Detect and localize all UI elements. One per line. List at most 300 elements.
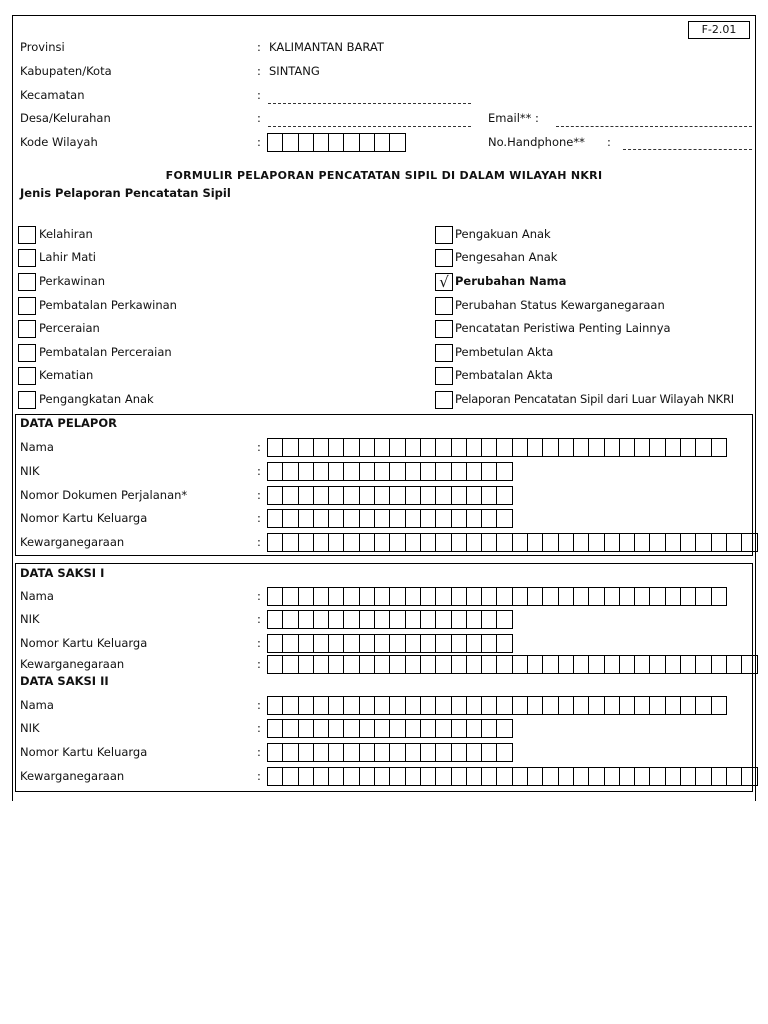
char-box[interactable] (375, 768, 390, 785)
char-box[interactable] (528, 439, 543, 456)
handphone-field[interactable] (623, 149, 752, 150)
char-box[interactable] (482, 487, 497, 504)
char-box[interactable] (406, 744, 421, 761)
char-box[interactable] (589, 534, 604, 551)
char-box[interactable] (406, 697, 421, 714)
char-box[interactable] (406, 510, 421, 527)
char-box[interactable] (344, 534, 359, 551)
char-box[interactable] (497, 611, 512, 628)
char-box[interactable] (421, 439, 436, 456)
char-box[interactable] (467, 463, 482, 480)
char-box[interactable] (421, 534, 436, 551)
char-box[interactable] (268, 487, 283, 504)
char-box[interactable] (727, 656, 742, 673)
char-box[interactable] (650, 656, 665, 673)
char-box[interactable] (299, 487, 314, 504)
char-box[interactable] (712, 534, 727, 551)
char-box[interactable] (712, 439, 727, 456)
char-box[interactable] (421, 744, 436, 761)
char-box[interactable] (497, 744, 512, 761)
char-box[interactable] (314, 611, 329, 628)
checkbox[interactable] (18, 273, 36, 291)
char-box[interactable] (436, 720, 451, 737)
desa-field[interactable] (268, 126, 471, 127)
kode-wilayah-boxes[interactable] (267, 133, 406, 152)
char-box[interactable] (406, 611, 421, 628)
checkbox[interactable] (18, 344, 36, 362)
char-box[interactable] (605, 439, 620, 456)
char-box[interactable] (742, 656, 757, 673)
char-box[interactable] (497, 510, 512, 527)
char-box[interactable] (452, 611, 467, 628)
char-box[interactable] (344, 588, 359, 605)
char-box[interactable] (314, 768, 329, 785)
char-box[interactable] (299, 534, 314, 551)
char-box[interactable] (681, 656, 696, 673)
char-box[interactable] (375, 439, 390, 456)
char-box[interactable] (344, 463, 359, 480)
char-box[interactable] (635, 534, 650, 551)
char-box[interactable] (620, 534, 635, 551)
char-box[interactable] (329, 510, 344, 527)
char-box[interactable] (375, 134, 390, 151)
char-box[interactable] (329, 744, 344, 761)
char-box[interactable] (452, 487, 467, 504)
char-box[interactable] (268, 463, 283, 480)
char-box[interactable] (283, 487, 298, 504)
char-box[interactable] (375, 463, 390, 480)
char-box[interactable] (314, 487, 329, 504)
char-box[interactable] (727, 768, 742, 785)
char-box[interactable] (299, 439, 314, 456)
char-box[interactable] (666, 439, 681, 456)
char-box[interactable] (543, 768, 558, 785)
char-box[interactable] (268, 697, 283, 714)
char-box[interactable] (344, 487, 359, 504)
char-box[interactable] (299, 463, 314, 480)
char-box[interactable] (268, 744, 283, 761)
char-box[interactable] (390, 510, 405, 527)
char-box[interactable] (650, 697, 665, 714)
char-box[interactable] (513, 439, 528, 456)
char-box[interactable] (467, 487, 482, 504)
char-box[interactable] (314, 720, 329, 737)
char-box[interactable] (452, 439, 467, 456)
char-box[interactable] (436, 534, 451, 551)
char-box[interactable] (452, 768, 467, 785)
char-box[interactable] (283, 134, 298, 151)
char-box[interactable] (390, 635, 405, 652)
char-box[interactable] (712, 588, 727, 605)
char-box[interactable] (712, 768, 727, 785)
char-box[interactable] (406, 534, 421, 551)
char-box[interactable] (452, 534, 467, 551)
char-box[interactable] (528, 588, 543, 605)
char-box[interactable] (390, 656, 405, 673)
char-box[interactable] (543, 534, 558, 551)
char-box[interactable] (268, 768, 283, 785)
char-box[interactable] (482, 656, 497, 673)
char-box[interactable] (436, 611, 451, 628)
char-box[interactable] (314, 463, 329, 480)
checkbox[interactable] (435, 226, 453, 244)
char-box[interactable] (635, 656, 650, 673)
char-box[interactable] (421, 697, 436, 714)
pelapor-kk-boxes[interactable] (267, 509, 513, 528)
char-box[interactable] (635, 768, 650, 785)
char-box[interactable] (406, 588, 421, 605)
char-box[interactable] (283, 463, 298, 480)
char-box[interactable] (482, 697, 497, 714)
char-box[interactable] (467, 768, 482, 785)
char-box[interactable] (497, 720, 512, 737)
char-box[interactable] (574, 534, 589, 551)
char-box[interactable] (344, 656, 359, 673)
char-box[interactable] (589, 439, 604, 456)
checkbox[interactable] (435, 391, 453, 409)
char-box[interactable] (467, 744, 482, 761)
checkbox[interactable] (18, 367, 36, 385)
char-box[interactable] (344, 768, 359, 785)
char-box[interactable] (268, 611, 283, 628)
char-box[interactable] (467, 656, 482, 673)
char-box[interactable] (513, 768, 528, 785)
char-box[interactable] (421, 611, 436, 628)
char-box[interactable] (406, 656, 421, 673)
char-box[interactable] (467, 611, 482, 628)
char-box[interactable] (574, 439, 589, 456)
char-box[interactable] (360, 534, 375, 551)
char-box[interactable] (329, 611, 344, 628)
char-box[interactable] (329, 768, 344, 785)
char-box[interactable] (436, 487, 451, 504)
char-box[interactable] (360, 510, 375, 527)
char-box[interactable] (329, 487, 344, 504)
char-box[interactable] (497, 656, 512, 673)
char-box[interactable] (314, 656, 329, 673)
char-box[interactable] (574, 656, 589, 673)
char-box[interactable] (605, 534, 620, 551)
char-box[interactable] (360, 768, 375, 785)
char-box[interactable] (559, 768, 574, 785)
char-box[interactable] (482, 720, 497, 737)
pelapor-nama-boxes[interactable] (267, 438, 727, 457)
char-box[interactable] (650, 588, 665, 605)
char-box[interactable] (635, 588, 650, 605)
char-box[interactable] (712, 697, 727, 714)
char-box[interactable] (620, 439, 635, 456)
char-box[interactable] (452, 697, 467, 714)
char-box[interactable] (360, 487, 375, 504)
saksi2-nama-boxes[interactable] (267, 696, 727, 715)
char-box[interactable] (696, 588, 711, 605)
char-box[interactable] (283, 656, 298, 673)
char-box[interactable] (482, 463, 497, 480)
char-box[interactable] (681, 588, 696, 605)
char-box[interactable] (712, 656, 727, 673)
char-box[interactable] (406, 439, 421, 456)
char-box[interactable] (482, 439, 497, 456)
char-box[interactable] (742, 768, 757, 785)
char-box[interactable] (344, 439, 359, 456)
char-box[interactable] (696, 656, 711, 673)
char-box[interactable] (436, 588, 451, 605)
char-box[interactable] (482, 534, 497, 551)
char-box[interactable] (283, 510, 298, 527)
char-box[interactable] (421, 510, 436, 527)
char-box[interactable] (283, 534, 298, 551)
char-box[interactable] (467, 534, 482, 551)
char-box[interactable] (528, 534, 543, 551)
char-box[interactable] (605, 588, 620, 605)
char-box[interactable] (344, 134, 359, 151)
char-box[interactable] (299, 744, 314, 761)
pelapor-kewarganegaraan-boxes[interactable] (267, 533, 758, 552)
saksi2-nik-boxes[interactable] (267, 719, 513, 738)
char-box[interactable] (696, 697, 711, 714)
char-box[interactable] (559, 588, 574, 605)
char-box[interactable] (497, 588, 512, 605)
char-box[interactable] (620, 656, 635, 673)
saksi1-kewarganegaraan-boxes[interactable] (267, 655, 758, 674)
char-box[interactable] (650, 534, 665, 551)
char-box[interactable] (360, 744, 375, 761)
char-box[interactable] (559, 534, 574, 551)
checkbox[interactable] (18, 297, 36, 315)
char-box[interactable] (482, 510, 497, 527)
char-box[interactable] (314, 439, 329, 456)
char-box[interactable] (513, 588, 528, 605)
char-box[interactable] (589, 656, 604, 673)
char-box[interactable] (421, 635, 436, 652)
char-box[interactable] (421, 588, 436, 605)
char-box[interactable] (360, 611, 375, 628)
char-box[interactable] (375, 697, 390, 714)
char-box[interactable] (390, 768, 405, 785)
char-box[interactable] (543, 697, 558, 714)
char-box[interactable] (299, 656, 314, 673)
char-box[interactable] (467, 720, 482, 737)
char-box[interactable] (390, 487, 405, 504)
char-box[interactable] (314, 134, 329, 151)
char-box[interactable] (390, 697, 405, 714)
char-box[interactable] (513, 656, 528, 673)
pelapor-nik-boxes[interactable] (267, 462, 513, 481)
char-box[interactable] (329, 588, 344, 605)
char-box[interactable] (436, 744, 451, 761)
char-box[interactable] (482, 768, 497, 785)
provinsi-value[interactable]: KALIMANTAN BARAT (269, 40, 384, 54)
char-box[interactable] (452, 744, 467, 761)
char-box[interactable] (329, 697, 344, 714)
char-box[interactable] (299, 588, 314, 605)
char-box[interactable] (329, 656, 344, 673)
char-box[interactable] (421, 768, 436, 785)
char-box[interactable] (421, 656, 436, 673)
char-box[interactable] (268, 635, 283, 652)
char-box[interactable] (268, 510, 283, 527)
char-box[interactable] (268, 656, 283, 673)
char-box[interactable] (283, 768, 298, 785)
char-box[interactable] (620, 588, 635, 605)
char-box[interactable] (452, 720, 467, 737)
char-box[interactable] (344, 635, 359, 652)
char-box[interactable] (268, 720, 283, 737)
checkbox-checked[interactable] (435, 273, 453, 291)
char-box[interactable] (375, 635, 390, 652)
char-box[interactable] (360, 635, 375, 652)
char-box[interactable] (650, 439, 665, 456)
char-box[interactable] (467, 635, 482, 652)
char-box[interactable] (390, 463, 405, 480)
checkbox[interactable] (435, 249, 453, 267)
char-box[interactable] (589, 588, 604, 605)
char-box[interactable] (344, 510, 359, 527)
checkbox[interactable] (18, 391, 36, 409)
char-box[interactable] (406, 720, 421, 737)
kabupaten-value[interactable]: SINTANG (269, 64, 320, 78)
char-box[interactable] (299, 134, 314, 151)
char-box[interactable] (283, 635, 298, 652)
char-box[interactable] (329, 534, 344, 551)
char-box[interactable] (574, 697, 589, 714)
char-box[interactable] (390, 588, 405, 605)
char-box[interactable] (681, 768, 696, 785)
char-box[interactable] (574, 768, 589, 785)
char-box[interactable] (360, 697, 375, 714)
saksi1-kk-boxes[interactable] (267, 634, 513, 653)
char-box[interactable] (681, 697, 696, 714)
char-box[interactable] (390, 439, 405, 456)
char-box[interactable] (268, 534, 283, 551)
char-box[interactable] (452, 588, 467, 605)
char-box[interactable] (543, 656, 558, 673)
char-box[interactable] (436, 635, 451, 652)
char-box[interactable] (283, 720, 298, 737)
char-box[interactable] (421, 720, 436, 737)
char-box[interactable] (620, 768, 635, 785)
char-box[interactable] (283, 697, 298, 714)
char-box[interactable] (299, 510, 314, 527)
char-box[interactable] (482, 635, 497, 652)
char-box[interactable] (406, 768, 421, 785)
char-box[interactable] (375, 534, 390, 551)
char-box[interactable] (574, 588, 589, 605)
char-box[interactable] (482, 611, 497, 628)
char-box[interactable] (406, 635, 421, 652)
char-box[interactable] (696, 439, 711, 456)
char-box[interactable] (390, 720, 405, 737)
char-box[interactable] (452, 463, 467, 480)
char-box[interactable] (452, 635, 467, 652)
char-box[interactable] (589, 768, 604, 785)
char-box[interactable] (268, 588, 283, 605)
char-box[interactable] (467, 588, 482, 605)
char-box[interactable] (360, 439, 375, 456)
char-box[interactable] (390, 611, 405, 628)
char-box[interactable] (635, 439, 650, 456)
char-box[interactable] (513, 697, 528, 714)
char-box[interactable] (360, 463, 375, 480)
char-box[interactable] (467, 439, 482, 456)
char-box[interactable] (406, 463, 421, 480)
char-box[interactable] (375, 588, 390, 605)
char-box[interactable] (299, 697, 314, 714)
char-box[interactable] (666, 768, 681, 785)
char-box[interactable] (696, 768, 711, 785)
char-box[interactable] (375, 744, 390, 761)
char-box[interactable] (436, 463, 451, 480)
char-box[interactable] (543, 588, 558, 605)
char-box[interactable] (390, 134, 405, 151)
char-box[interactable] (314, 697, 329, 714)
char-box[interactable] (436, 439, 451, 456)
saksi1-nik-boxes[interactable] (267, 610, 513, 629)
char-box[interactable] (406, 487, 421, 504)
char-box[interactable] (360, 720, 375, 737)
char-box[interactable] (375, 611, 390, 628)
char-box[interactable] (497, 439, 512, 456)
pelapor-dokumen-boxes[interactable] (267, 486, 513, 505)
char-box[interactable] (283, 439, 298, 456)
char-box[interactable] (436, 697, 451, 714)
char-box[interactable] (299, 720, 314, 737)
char-box[interactable] (666, 588, 681, 605)
char-box[interactable] (620, 697, 635, 714)
char-box[interactable] (329, 720, 344, 737)
char-box[interactable] (681, 534, 696, 551)
saksi2-kewarganegaraan-boxes[interactable] (267, 767, 758, 786)
char-box[interactable] (635, 697, 650, 714)
char-box[interactable] (421, 463, 436, 480)
char-box[interactable] (497, 635, 512, 652)
char-box[interactable] (421, 487, 436, 504)
char-box[interactable] (497, 487, 512, 504)
char-box[interactable] (559, 697, 574, 714)
char-box[interactable] (497, 768, 512, 785)
char-box[interactable] (467, 697, 482, 714)
char-box[interactable] (436, 656, 451, 673)
char-box[interactable] (497, 463, 512, 480)
checkbox[interactable] (435, 320, 453, 338)
char-box[interactable] (528, 656, 543, 673)
char-box[interactable] (375, 656, 390, 673)
checkbox[interactable] (435, 367, 453, 385)
char-box[interactable] (268, 439, 283, 456)
char-box[interactable] (467, 510, 482, 527)
char-box[interactable] (299, 611, 314, 628)
char-box[interactable] (605, 697, 620, 714)
char-box[interactable] (528, 768, 543, 785)
char-box[interactable] (283, 744, 298, 761)
char-box[interactable] (299, 768, 314, 785)
char-box[interactable] (742, 534, 757, 551)
char-box[interactable] (436, 768, 451, 785)
char-box[interactable] (314, 534, 329, 551)
char-box[interactable] (375, 720, 390, 737)
char-box[interactable] (314, 510, 329, 527)
char-box[interactable] (650, 768, 665, 785)
email-field[interactable] (556, 126, 752, 127)
char-box[interactable] (314, 744, 329, 761)
char-box[interactable] (314, 588, 329, 605)
char-box[interactable] (344, 611, 359, 628)
char-box[interactable] (268, 134, 283, 151)
checkbox[interactable] (18, 249, 36, 267)
char-box[interactable] (681, 439, 696, 456)
char-box[interactable] (344, 744, 359, 761)
char-box[interactable] (666, 534, 681, 551)
